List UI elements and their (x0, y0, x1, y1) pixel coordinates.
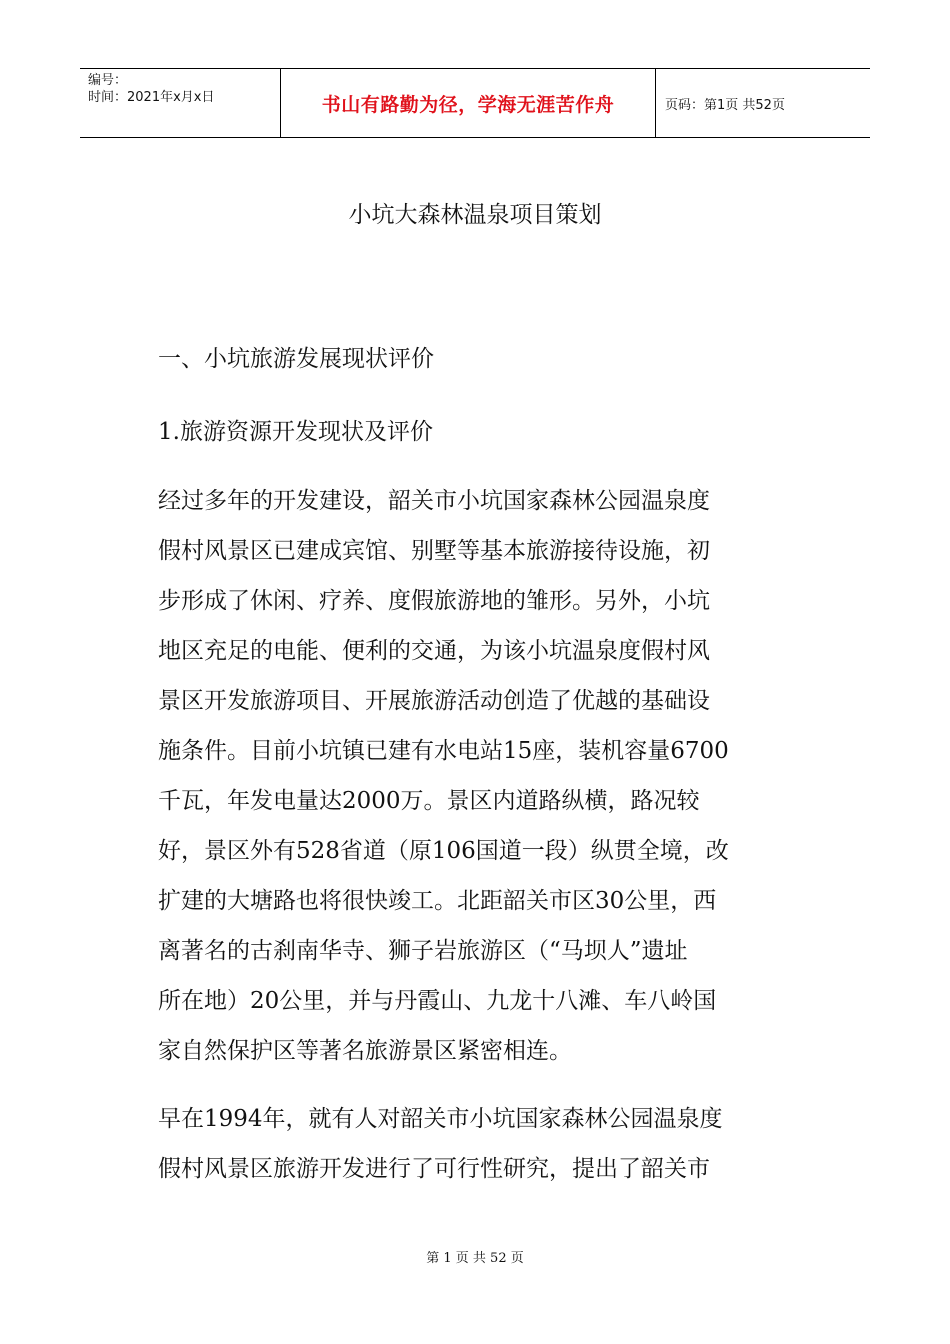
paragraph-line: 步形成了休闲、疗养、度假旅游地的雏形。另外，小坑 (158, 588, 710, 614)
paragraph-line: 假村风景区旅游开发进行了可行性研究，提出了韶关市 (158, 1156, 710, 1182)
header-motto-cell (281, 69, 656, 137)
header-table (80, 68, 870, 138)
paragraph-line: 好，景区外有528省道（原106国道一段）纵贯全境，改 (158, 838, 729, 864)
paragraph-line: 施条件。目前小坑镇已建有水电站15座，装机容量6700 (158, 738, 729, 764)
paragraph-line: 所在地）20公里，并与丹霞山、九龙十八滩、车八岭国 (158, 988, 717, 1014)
paragraph-line: 景区开发旅游项目、开展旅游活动创造了优越的基础设 (158, 688, 710, 714)
paragraph-line: 地区充足的电能、便利的交通，为该小坑温泉度假村风 (158, 638, 710, 664)
paragraph-line: 千瓦，年发电量达2000万。景区内道路纵横，路况较 (158, 788, 700, 814)
page-info: 页码：第1页 共52页 (665, 97, 785, 113)
section-heading: 一、小坑旅游发展现状评价 (158, 346, 434, 372)
header-page-cell (656, 69, 870, 137)
subsection-heading: 1.旅游资源开发现状及评价 (158, 419, 433, 445)
paragraph-line: 早在1994年，就有人对韶关市小坑国家森林公园温泉度 (158, 1106, 723, 1132)
document-title: 小坑大森林温泉项目策划 (348, 202, 602, 228)
paragraph-2 (158, 1094, 798, 1194)
paragraph-line: 家自然保护区等著名旅游景区紧密相连。 (158, 1038, 572, 1064)
paragraph-1 (158, 476, 798, 1076)
paragraph-line: 离著名的古刹南华寺、狮子岩旅游区（“马坝人”遗址 (158, 938, 688, 964)
time-label: 时间：2021年x月x日 (88, 90, 215, 105)
header-meta-cell (80, 69, 281, 137)
paragraph-line: 假村风景区已建成宾馆、别墅等基本旅游接待设施，初 (158, 538, 710, 564)
paragraph-line: 扩建的大塘路也将很快竣工。北距韶关市区30公里，西 (158, 888, 717, 914)
number-label: 编号： (88, 73, 128, 88)
motto-text: 书山有路勤为径，学海无涯苦作舟 (321, 93, 615, 116)
paragraph-line: 经过多年的开发建设，韶关市小坑国家森林公园温泉度 (158, 488, 710, 514)
page-footer: 第 1 页 共 52 页 (426, 1251, 524, 1266)
